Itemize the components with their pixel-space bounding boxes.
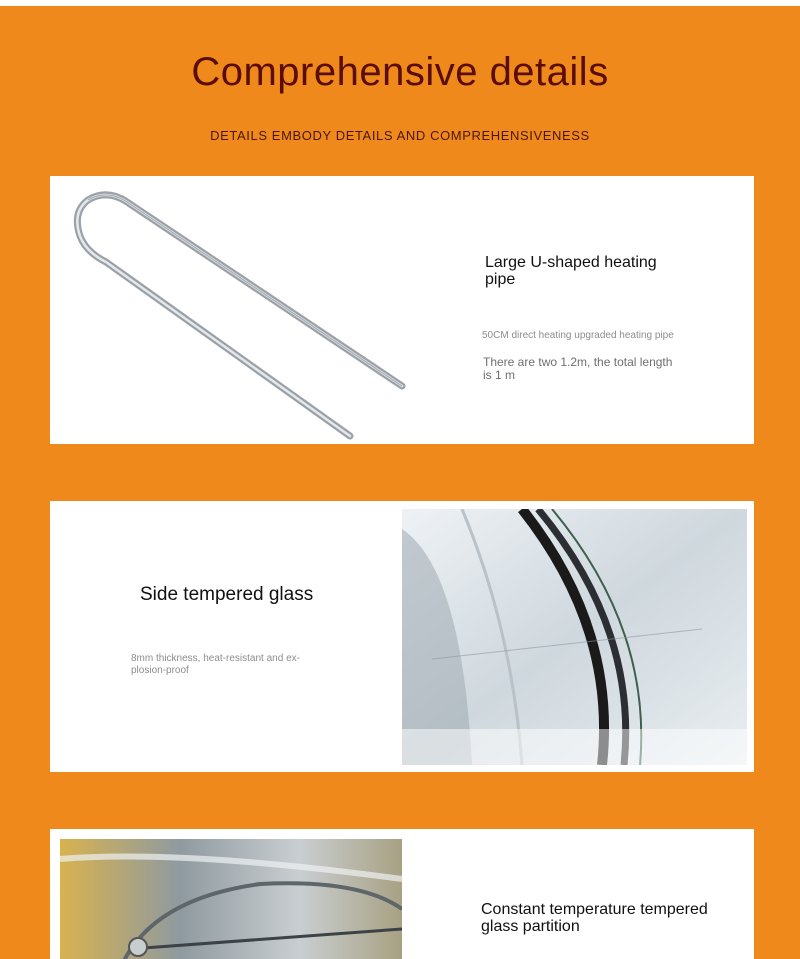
section-heading: Large U-shaped heating pipe	[485, 254, 657, 288]
page-title: Comprehensive details	[191, 50, 609, 94]
section-description: There are two 1.2m, the total length is 1 m	[483, 355, 673, 382]
u-shaped-heating-pipe-photo	[50, 176, 410, 444]
page-subtitle: DETAILS EMBODY DETAILS AND COMPREHENSIVENESS	[210, 128, 590, 143]
section-heading: Side tempered glass	[140, 584, 314, 605]
glass-partition-photo	[60, 839, 402, 959]
section-description: 8mm thickness, heat-resistant and ex-plosion-proof	[131, 653, 300, 676]
section-heating-pipe	[50, 176, 754, 444]
section-heading: Constant temperature tempered glass partition	[481, 901, 708, 935]
tempered-glass-photo	[402, 509, 747, 765]
detail-page	[0, 6, 800, 959]
section-glass-partition	[50, 829, 754, 959]
section-description: 50CM direct heating upgraded heating pipe	[482, 330, 674, 341]
section-side-glass	[50, 501, 754, 772]
